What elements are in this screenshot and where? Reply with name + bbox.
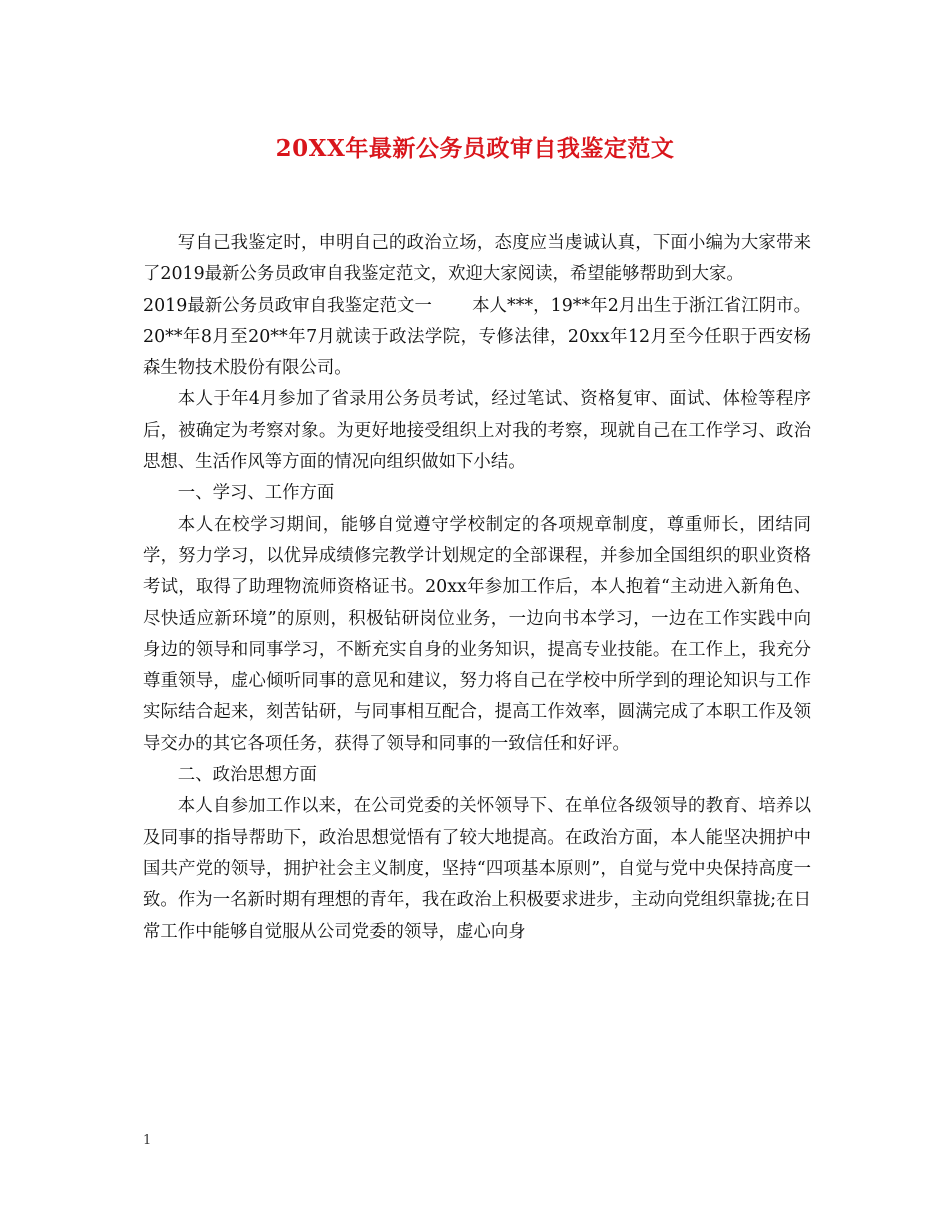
document-body bbox=[143, 228, 811, 948]
section2-title: 二、政治思想方面 bbox=[177, 765, 317, 786]
document-title: 20XX年最新公务员政审自我鉴定范文 bbox=[275, 135, 675, 162]
sample-text: 本人***，19**年2月出生于浙江省江阴市。20**年8月至20**年7月就读于政法学院，专修法律，20xx年12月至今任职于西安杨森生物技术股份有限公司。 bbox=[143, 295, 812, 379]
sample-paragraph bbox=[143, 291, 811, 385]
page-number: 1 bbox=[143, 1133, 152, 1148]
section1-title: 一、学习、工作方面 bbox=[177, 483, 335, 504]
section1-paragraph: 本人在校学习期间，能够自觉遵守学校制定的各项规章制度，尊重师长，团结同学，努力学习，以优异成绩修完教学计划规定的全部课程，并参加全国组织的职业资格考试，取得了助理物流师资格证书。20xx年参加工作后，本人抱着“主动进入新角色、尽快适应新环境”的原则，积极钻研岗位业务，一边向书本学习，一边在工作实践中向身边的领导和同事学习，不断充实自身的业务知识，提高专业技能。在工作上，我充分尊重领导，虚心倾听同事的意见和建议，努力将自己在学校中所学到的理论知识与工作实际结合起来，刻苦钻研，与同事相互配合，提高工作效率，圆满完成了本职工作及领导交办的其它各项任务，获得了领导和同事的一致信任和好评。 bbox=[143, 514, 811, 754]
sample-heading: 2019最新公务员政审自我鉴定范文一 bbox=[143, 295, 432, 316]
intro-paragraph: 写自己我鉴定时，申明自己的政治立场，态度应当虔诚认真，下面小编为大家带来了2019最新公务员政审自我鉴定范文，欢迎大家阅读，希望能够帮助到大家。 bbox=[143, 233, 811, 285]
exam-paragraph: 本人于年4月参加了省录用公务员考试，经过笔试、资格复审、面试、体检等程序后，被确定为考察对象。为更好地接受组织上对我的考察，现就自己在工作学习、政治思想、生活作风等方面的情况向组织做如下小结。 bbox=[143, 389, 811, 473]
section2-paragraph: 本人自参加工作以来，在公司党委的关怀领导下、在单位各级领导的教育、培养以及同事的指导帮助下，政治思想觉悟有了较大地提高。在政治方面，本人能坚决拥护中国共产党的领导，拥护社会主义制度，坚持“四项基本原则”，自觉与党中央保持高度一致。作为一名新时期有理想的青年，我在政治上积极要求进步，主动向党组织靠拢;在日常工作中能够自觉服从公司党委的领导，虚心向身 bbox=[143, 796, 811, 942]
